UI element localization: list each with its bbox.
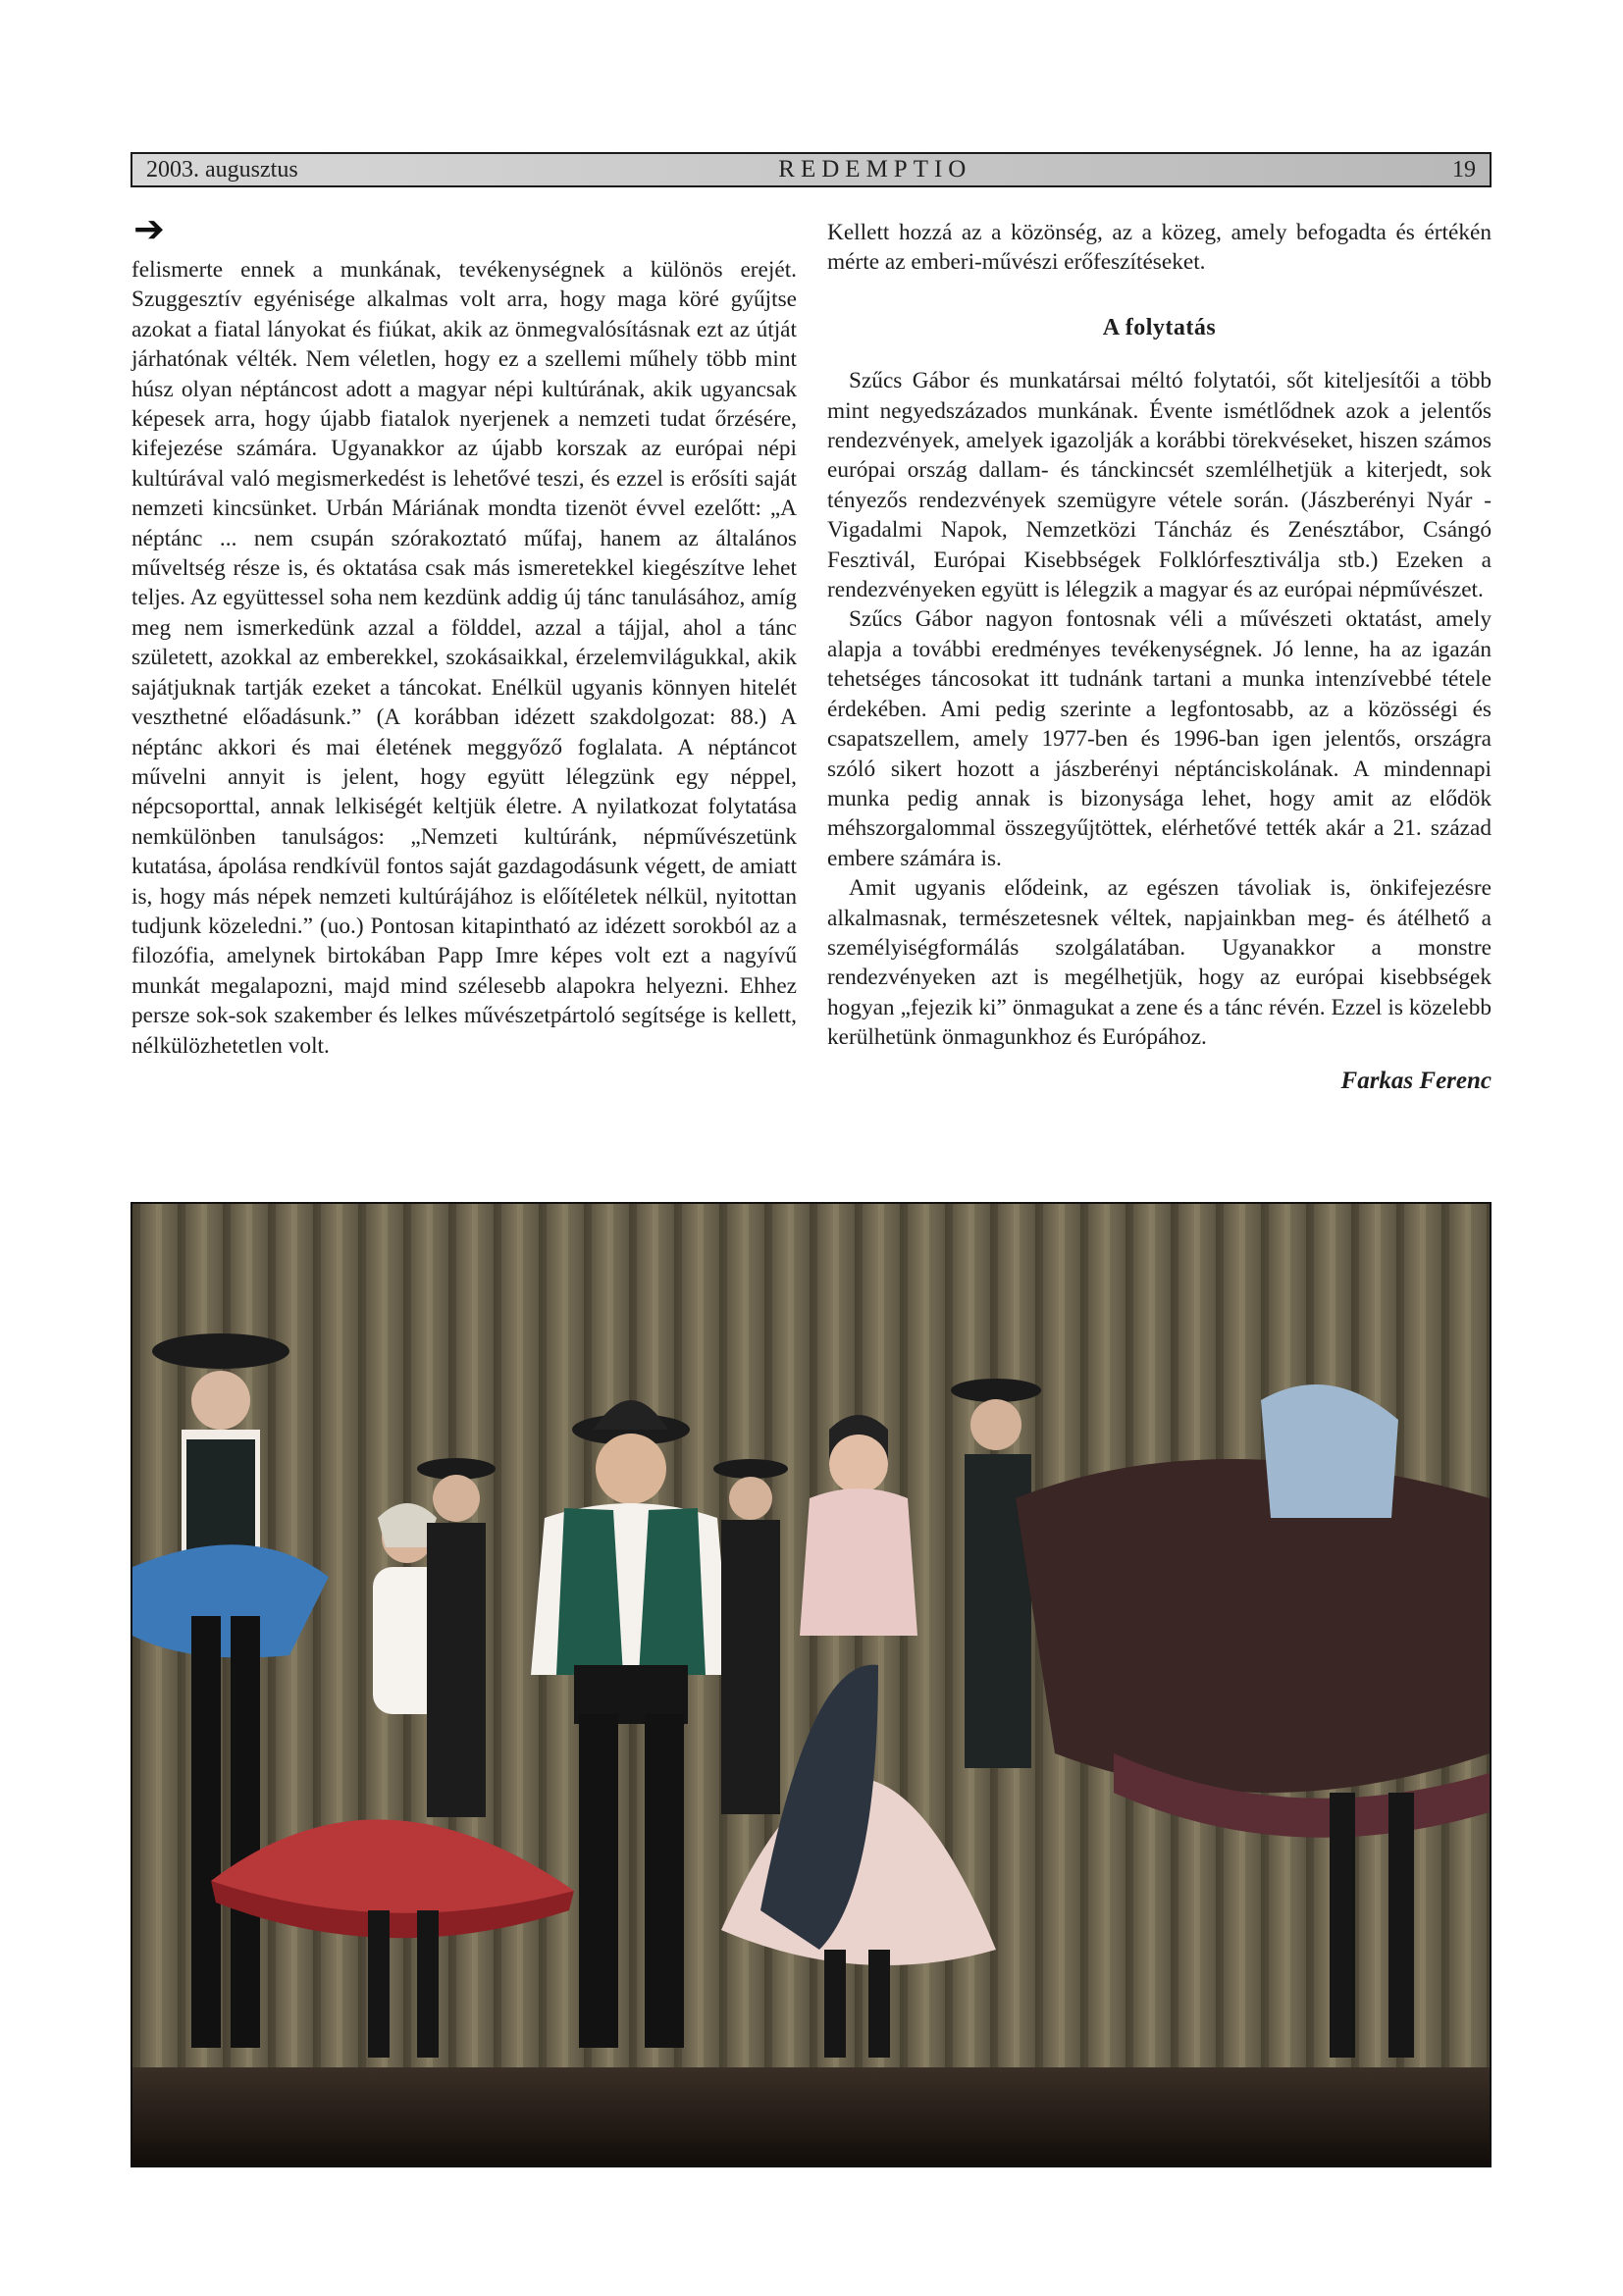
left-paragraph: felismerte ennek a munkának, tevékenységnek a különös erejét. Szuggesztív egyénisége alkalmas volt arra, hogy maga köré gyűjtse azokat a fiatal lányokat és fiúkat, akik az önmegvalósításnak ezt az útját járhatónak vélték. Nem véletlen, hogy ez a szellemi műhely több mint húsz olyan néptáncost adott a magyar népi kultúrának, akik ugyancsak képesek arra, hogy újabb fiatalok nyerjenek a nemzeti tudat őrzésére, kifejezése számára. Ugyanakkor az újabb korszak az európai népi kultúrával való megismerkedést is lehetővé teszi, és ezzel is erősíti saját nemzeti kincsünket. Urbán Máriának mondta tizenöt évvel ezelőtt: „A néptánc ... nem csupán szórakoztató műfaj, hanem az általános műveltség része is, és oktatása csak más ismeretekkel kiegészítve lehet teljes. Az együttessel soha nem kezdünk addig új tánc tanulásához, amíg meg nem ismerkedünk azzal a földdel, azzal a tájjal, ahol a tánc született, azokkal az emberekkel, szokásaikkal, érzelemvilágukkal, akik sajátjuknak tartják ezeket a táncokat. Enélkül ugyanis könnyen hitelét veszthetné előadásunk.” (A korábban idézett szakdolgozat: 88.) A néptánc akkori és mai életének meggyőző foglalata. A néptáncot művelni annyit is jelent, hogy együtt lélegzünk egy néppel, népcsoporttal, annak lelkiségét keltjük életre. A nyilatkozat folytatása nemkülönben tanulságos: „Nemzeti kultúránk, népművészetünk kutatása, ápolása rendkívül fontos saját gazdagodásunk végett, de amiatt is, hogy más népek nemzeti kultúrájához is előítéletek nélkül, nyitottan tudjunk közeledni.” (uo.) Pontosan kitapintható az idézett sorokból az a filozófia, amelynek birtokában Papp Imre képes volt ezt a nagyívű munkát megalapozni, majd mind szélesebb alapokra helyezni. Ehhez persze sok-sok szakember és lelkes művészetpártoló segítsége is kellett, nélkülözhetetlen volt.: [131, 257, 797, 1059]
author-signature: Farkas Ferenc: [1340, 1067, 1492, 1094]
magazine-title: REDEMPTIO: [778, 156, 972, 183]
folk-dance-photo-illustration: [132, 1204, 1490, 2166]
right-paragraph: Szűcs Gábor nagyon fontosnak véli a művészeti oktatást, amely alapja a további eredményes tevékenységnek. Jó lenne, ha az igazán tehetséges táncosokat itt tudnánk tartani a munka intenzívebbé tétele érdekében. Ami pedig szerinte a legfontosabb, az a közösségi és csapatszellem, amely 1977-ben és 1996-ban igen jelentős, országra szóló sikert hozott a jászberényi néptánciskolának. A mindennapi munka pedig annak is bizonysága lehet, hogy amit az elődök méhszorgalommal összegyűjtöttek, elérhetővé tették akár a 21. század embere számára is.: [827, 606, 1492, 871]
right-intro-paragraph: Kellett hozzá az a közönség, az a közeg, amely befogadta és értékén mérte az emberi-művészi erőfeszítéseket.: [827, 220, 1492, 276]
section-subheading: A folytatás: [1102, 314, 1217, 340]
right-paragraph: Amit ugyanis elődeink, az egészen távoliak is, önkifejezésre alkalmasnak, természetesnek véltek, napjainkban meg- és átélhető a személyiségformálás szolgálatában. Ugyanakkor a monstre rendezvényeken azt is megélhetjük, hogy az európai kisebbségek hogyan „fejezik ki” önmagukat a zene és a tánc révén. Ezzel is közelebb kerülhetünk önmagunkhoz és Európához.: [827, 875, 1492, 1051]
left-text-column: [131, 255, 797, 1061]
stage-floor: [132, 2067, 1490, 2166]
folk-dance-photo: [131, 1202, 1492, 2167]
page-header: [131, 152, 1492, 187]
right-paragraph: Szűcs Gábor és munkatársai méltó folytatói, sőt kiteljesítői a több mint negyedszázados munkának. Évente ismétlődnek azok a jelentős rendezvények, amelyek igazolják a korábbi törekvéseket, hiszen számos európai ország dallam- és tánckincsét szemlélhetjük a kiterjedt, sok tényezős rendezvények szemügyre vétele során. (Jászberényi Nyár - Vigadalmi Napok, Nemzetközi Táncház és Zenésztábor, Csángó Fesztivál, Európai Kisebbségek Folklórfesztiválja stb.) Ezeken a rendezvényeken együtt is lélegzik a magyar és az európai népművészet.: [827, 368, 1492, 603]
right-arrow-icon: ➔: [133, 207, 165, 250]
page-number: 19: [1452, 156, 1476, 183]
issue-date: 2003. augusztus: [146, 156, 298, 183]
right-text-column: [827, 218, 1492, 1096]
